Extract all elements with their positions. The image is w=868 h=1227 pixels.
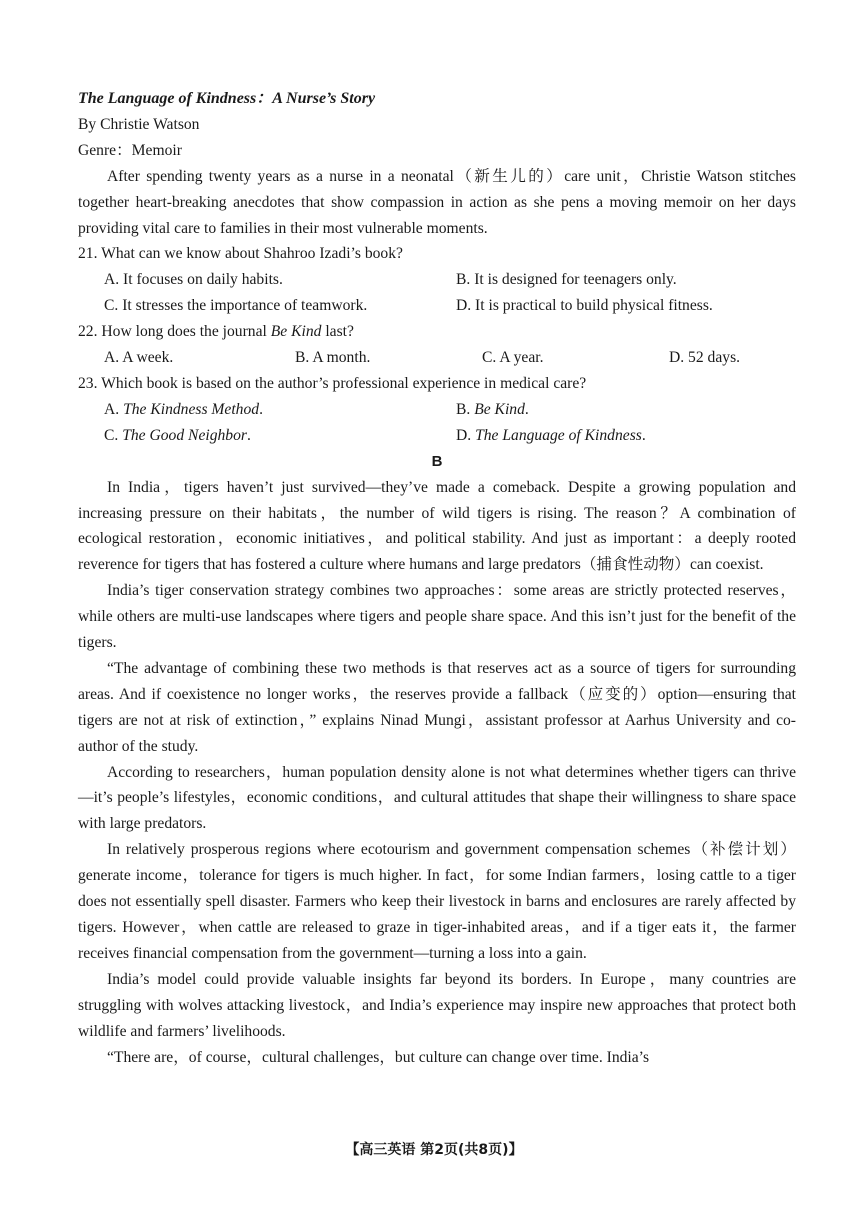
option-d: D. The Language of Kindness.	[456, 426, 646, 444]
book-summary: After spending twenty years as a nurse in a neonatal（新生儿的）care unit，Christie Watson stitches together heart-breaking anecdotes that show compassion in action as she pens a moving memoir on her days providing vital care to families in their most vulnerable moments.	[78, 167, 796, 237]
page-content	[78, 86, 796, 1070]
book-author: By Christie Watson	[78, 115, 200, 133]
passage-paragraph: India’s tiger conservation strategy combines two approaches：some areas are strictly protected reserves，while others are multi-use landscapes where tigers and people share space. And this isn’t just for the benefit of the tigers.	[78, 582, 796, 652]
passage-paragraph: “The advantage of combining these two methods is that reserves act as a source of tigers for surrounding areas. And if coexistence no longer works，the reserves provide a fallback（应变的）option—ensuring that tigers are not at risk of extinction，” explains Ninad Mungi，assistant professor at Aarhus University and co-author of the study.	[78, 659, 796, 755]
option-c: C. It stresses the importance of teamwork.	[104, 297, 368, 315]
answer-options	[78, 345, 796, 371]
question-stem-end: last?	[321, 323, 354, 341]
section-heading: B	[431, 452, 443, 470]
passage-paragraph: India’s model could provide valuable insights far beyond its borders. In Europe，many countries are struggling with wolves attacking livestock，and India’s experience may inspire new approaches that protect both wildlife and farmers’ livelihoods.	[78, 970, 796, 1040]
option-a: A. A week.	[104, 349, 174, 367]
answer-options	[78, 397, 796, 449]
question-stem	[78, 319, 796, 345]
journal-title: Be Kind	[270, 323, 322, 341]
question-23	[78, 371, 796, 449]
passage-paragraph: “There are，of course，cultural challenges，but culture can change over time. India’s	[107, 1048, 650, 1066]
passage-paragraph: In relatively prosperous regions where ecotourism and government compensation schemes（补偿计划）generate income，tolerance for tigers is much higher. In fact，for some Indian farmers，losing cattle to a tiger does not essentially spell disaster. Farmers who keep their livestock in barns and enclosures are rarely affected by tigers. However，when cattle are released to graze in tiger-inhabited areas，and if a tiger eats it，the farmer receives financial compensation from the government—turning a loss into a gain.	[78, 841, 796, 962]
page-footer: 【高三英语 第2页(共8页)】	[345, 1142, 523, 1158]
question-stem: 23. Which book is based on the author’s professional experience in medical care?	[78, 374, 587, 392]
option-d: D. It is practical to build physical fitness.	[456, 297, 713, 315]
question-21	[78, 241, 796, 319]
passage-paragraph: According to researchers，human population density alone is not what determines whether tigers can thrive—it’s people’s lifestyles，economic conditions，and cultural attitudes that shape their willingness to share space with large predators.	[78, 763, 796, 833]
book-genre: Genre：Memoir	[78, 141, 182, 159]
option-b: B. A month.	[295, 349, 371, 367]
book-title: The Language of Kindness：A Nurse’s Story	[78, 90, 376, 107]
option-c: C. A year.	[482, 349, 544, 367]
option-b: B. It is designed for teenagers only.	[456, 271, 677, 289]
option-d: D. 52 days.	[669, 349, 741, 367]
option-c: C. The Good Neighbor.	[104, 426, 251, 444]
question-stem: 21. What can we know about Shahroo Izadi’s book?	[78, 245, 403, 263]
question-stem-start: 22. How long does the journal	[78, 323, 271, 341]
answer-options	[78, 267, 796, 319]
passage-paragraph: In India，tigers haven’t just survived—they’ve made a comeback. Despite a growing population and increasing pressure on their habitats，the number of wild tigers is rising. The reason？A combination of ecological restoration，economic initiatives，and political stability. And just as important：a deeply rooted reverence for tigers that has fostered a culture where humans and large predators（捕食性动物）can coexist.	[78, 478, 796, 574]
option-b: B. Be Kind.	[456, 400, 529, 418]
option-a: A. It focuses on daily habits.	[104, 271, 283, 289]
question-22	[78, 319, 796, 371]
option-a: A. The Kindness Method.	[104, 400, 263, 418]
